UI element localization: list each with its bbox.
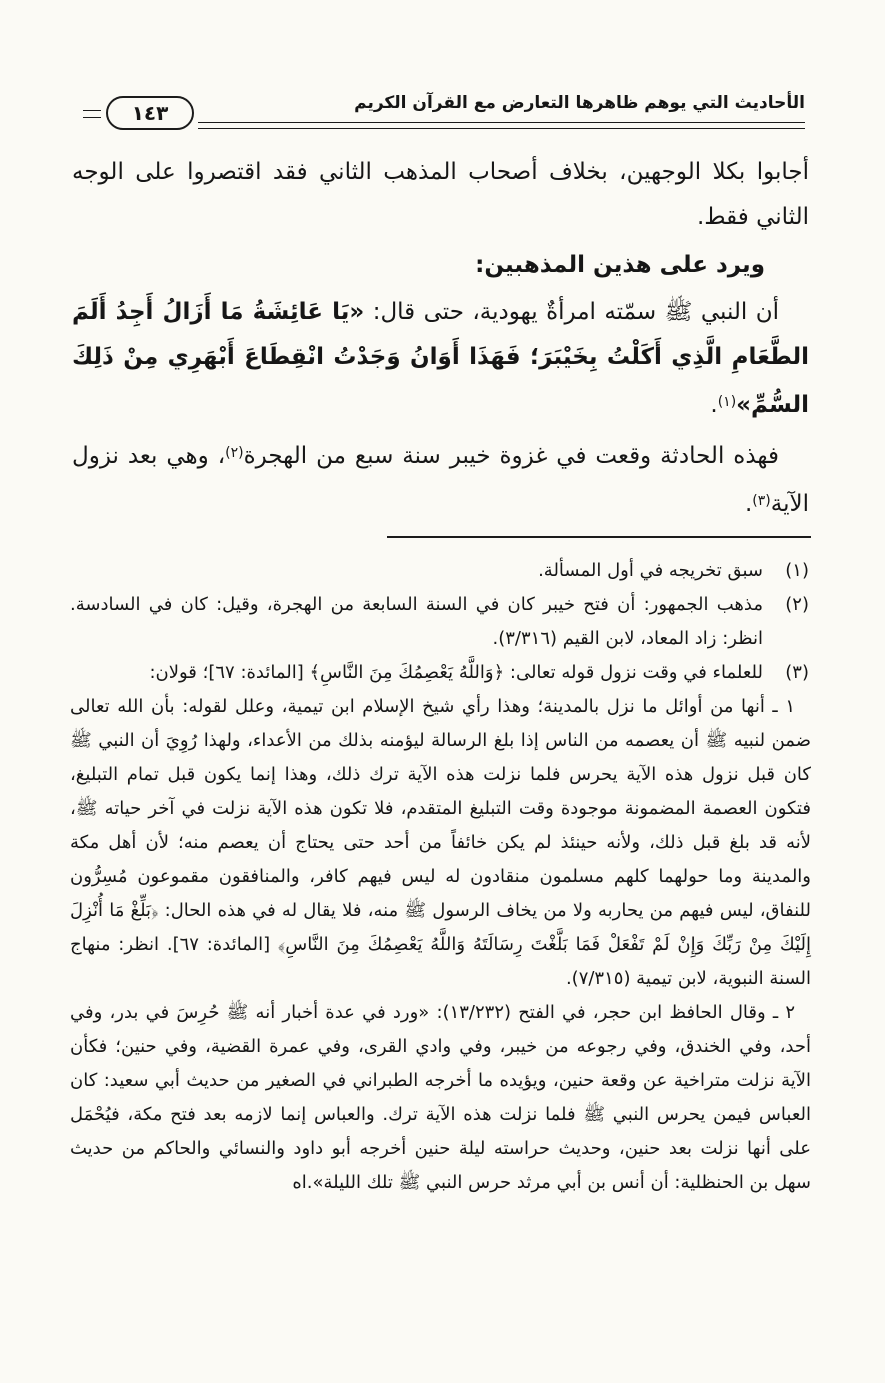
footnote-1-number: (١) bbox=[785, 560, 809, 581]
header-double-rule bbox=[198, 122, 805, 129]
footnote-ref-1: (١) bbox=[717, 394, 737, 410]
paragraph-conclusion: أجابوا بكلا الوجهين، بخلاف أصحاب المذهب الثاني فقد اقتصروا على الوجه الثاني فقط. bbox=[72, 159, 809, 230]
footnote-separator-rule bbox=[387, 536, 811, 538]
header-left-ticks bbox=[83, 110, 101, 118]
footnote-2-text: مذهب الجمهور: أن فتح خيبر كان في السنة السابعة من الهجرة، وقيل: كان في السادسة. انظر: زاد المعاد، لابن القيم (٣/٣١٦). bbox=[70, 594, 763, 649]
footnote-3 bbox=[70, 656, 811, 690]
running-head-title: الأحاديث التي يوهم ظاهرها التعارض مع القرآن الكريم bbox=[354, 93, 805, 113]
footnote-3-subitem-1: ١ ـ أنها من أوائل ما نزل بالمدينة؛ وهذا رأي شيخ الإسلام ابن تيمية، وعلل لقوله: بأن الله تعالى ضمن لنبيه ﷺ أن يعصمه من الناس إذا بلغ الرسالة ليؤمنه بذلك من الأعداء، ولهذا رُوِيَ أن النبي ﷺ كان قبل نزول هذه الآية يحرس فلما نزلت هذه الآية ترك ذلك، وهذا إنما يكون قبل تمام التبليغ، فتكون العصمة المضمونة موجودة وقت التبليغ المتقدم، فلا تكون هذه الآية نزلت في آخر حياته ﷺ، لأنه قد بلغ قبل ذلك، ولأنه حينئذ لم يكن خائفاً من أحد حتى يحتاج أن يعصم منه؛ لأن أهل مكة والمدينة وما حولهما كلهم مسلمون منقادون له ليس فيهم كافر، والمنافقون مقموعون مُسِرُّون للنفاق، ليس فيهم من يحاربه ولا من يخاف الرسول ﷺ منه، فلا يقال له في هذه الحال: ﴿بَلِّغْ مَا أُنْزِلَ إِلَيْكَ مِنْ رَبِّكَ وَإِنْ لَمْ تَفْعَلْ فَمَا بَلَّغْتَ رِسَالَتَهُ وَاللَّهُ يَعْصِمُكَ مِنَ النَّاسِ﴾ [المائدة: ٦٧]. انظر: منهاج السنة النبوية، لابن تيمية (٧/٣١٥). bbox=[70, 696, 811, 989]
section-heading: ويرد على هذين المذهبين: bbox=[475, 252, 765, 278]
hadith-tail: . bbox=[710, 392, 718, 418]
footnote-ref-3: (٣) bbox=[752, 493, 771, 509]
footnote-2-number: (٢) bbox=[785, 594, 809, 615]
page-number-badge: ١٤٣ bbox=[106, 96, 194, 130]
hadith-quote: «يَا عَائِشَةُ مَا أَزَالُ أَجِدُ أَلَمَ الطَّعَامِ الَّذِي أَكَلْتُ بِخَيْبَرَ؛ فَهَذَا أَوَانُ وَجَدْتُ انْقِطَاعَ أَبْهَرِي مِنْ ذَلِكَ السُّمِّ» bbox=[72, 299, 809, 418]
comment-text-b: ، وهي بعد نزول الآية bbox=[72, 443, 809, 517]
footnote-3-text: للعلماء في وقت نزول قوله تعالى: ﴿وَاللَّهُ يَعْصِمُكَ مِنَ النَّاسِ﴾ [المائدة: ٦٧]؛ قولان: bbox=[149, 662, 763, 683]
main-text-block bbox=[72, 150, 809, 530]
paragraph-hadith bbox=[72, 290, 809, 428]
comment-text-a: فهذه الحادثة وقعت في غزوة خيبر سنة سبع من الهجرة bbox=[243, 443, 779, 469]
footnote-1-text: سبق تخريجه في أول المسألة. bbox=[538, 560, 763, 581]
comment-text-c: . bbox=[744, 491, 753, 517]
footnote-1 bbox=[70, 554, 811, 588]
hadith-intro: أن النبي ﷺ سمّته امرأةٌ يهودية، حتى قال: bbox=[364, 299, 779, 325]
footnote-ref-2: (٢) bbox=[225, 445, 244, 461]
paragraph-comment bbox=[72, 431, 809, 527]
footnote-2 bbox=[70, 588, 811, 656]
footnotes-section bbox=[70, 536, 811, 1200]
footnote-3-subitem-2: ٢ ـ وقال الحافظ ابن حجر، في الفتح (١٣/٢٣٢): «ورد في عدة أخبار أنه ﷺ حُرِسَ في بدر، وفي أحد، وفي الخندق، وفي رجوعه من خيبر، وفي وادي القرى، وفي عمرة القضية، وفي حنين؛ فكأن الآية نزلت متراخية عن وقعة حنين، ويؤيده ما أخرجه الطبراني في الصغير من حديث أبي سعيد: كان العباس فيمن يحرس النبي ﷺ فلما نزلت هذه الآية ترك. والعباس إنما لازمه بعد فتح مكة، فيُحْمَل على أنها نزلت بعد حنين، وحديث حراسته ليلة حنين أخرجه أبو داود والنسائي والحاكم من حديث سهل بن الحنظلية: أن أنس بن أبي مرثد حرس النبي ﷺ تلك الليلة».اه bbox=[70, 1002, 811, 1193]
footnote-3-number: (٣) bbox=[785, 662, 809, 683]
